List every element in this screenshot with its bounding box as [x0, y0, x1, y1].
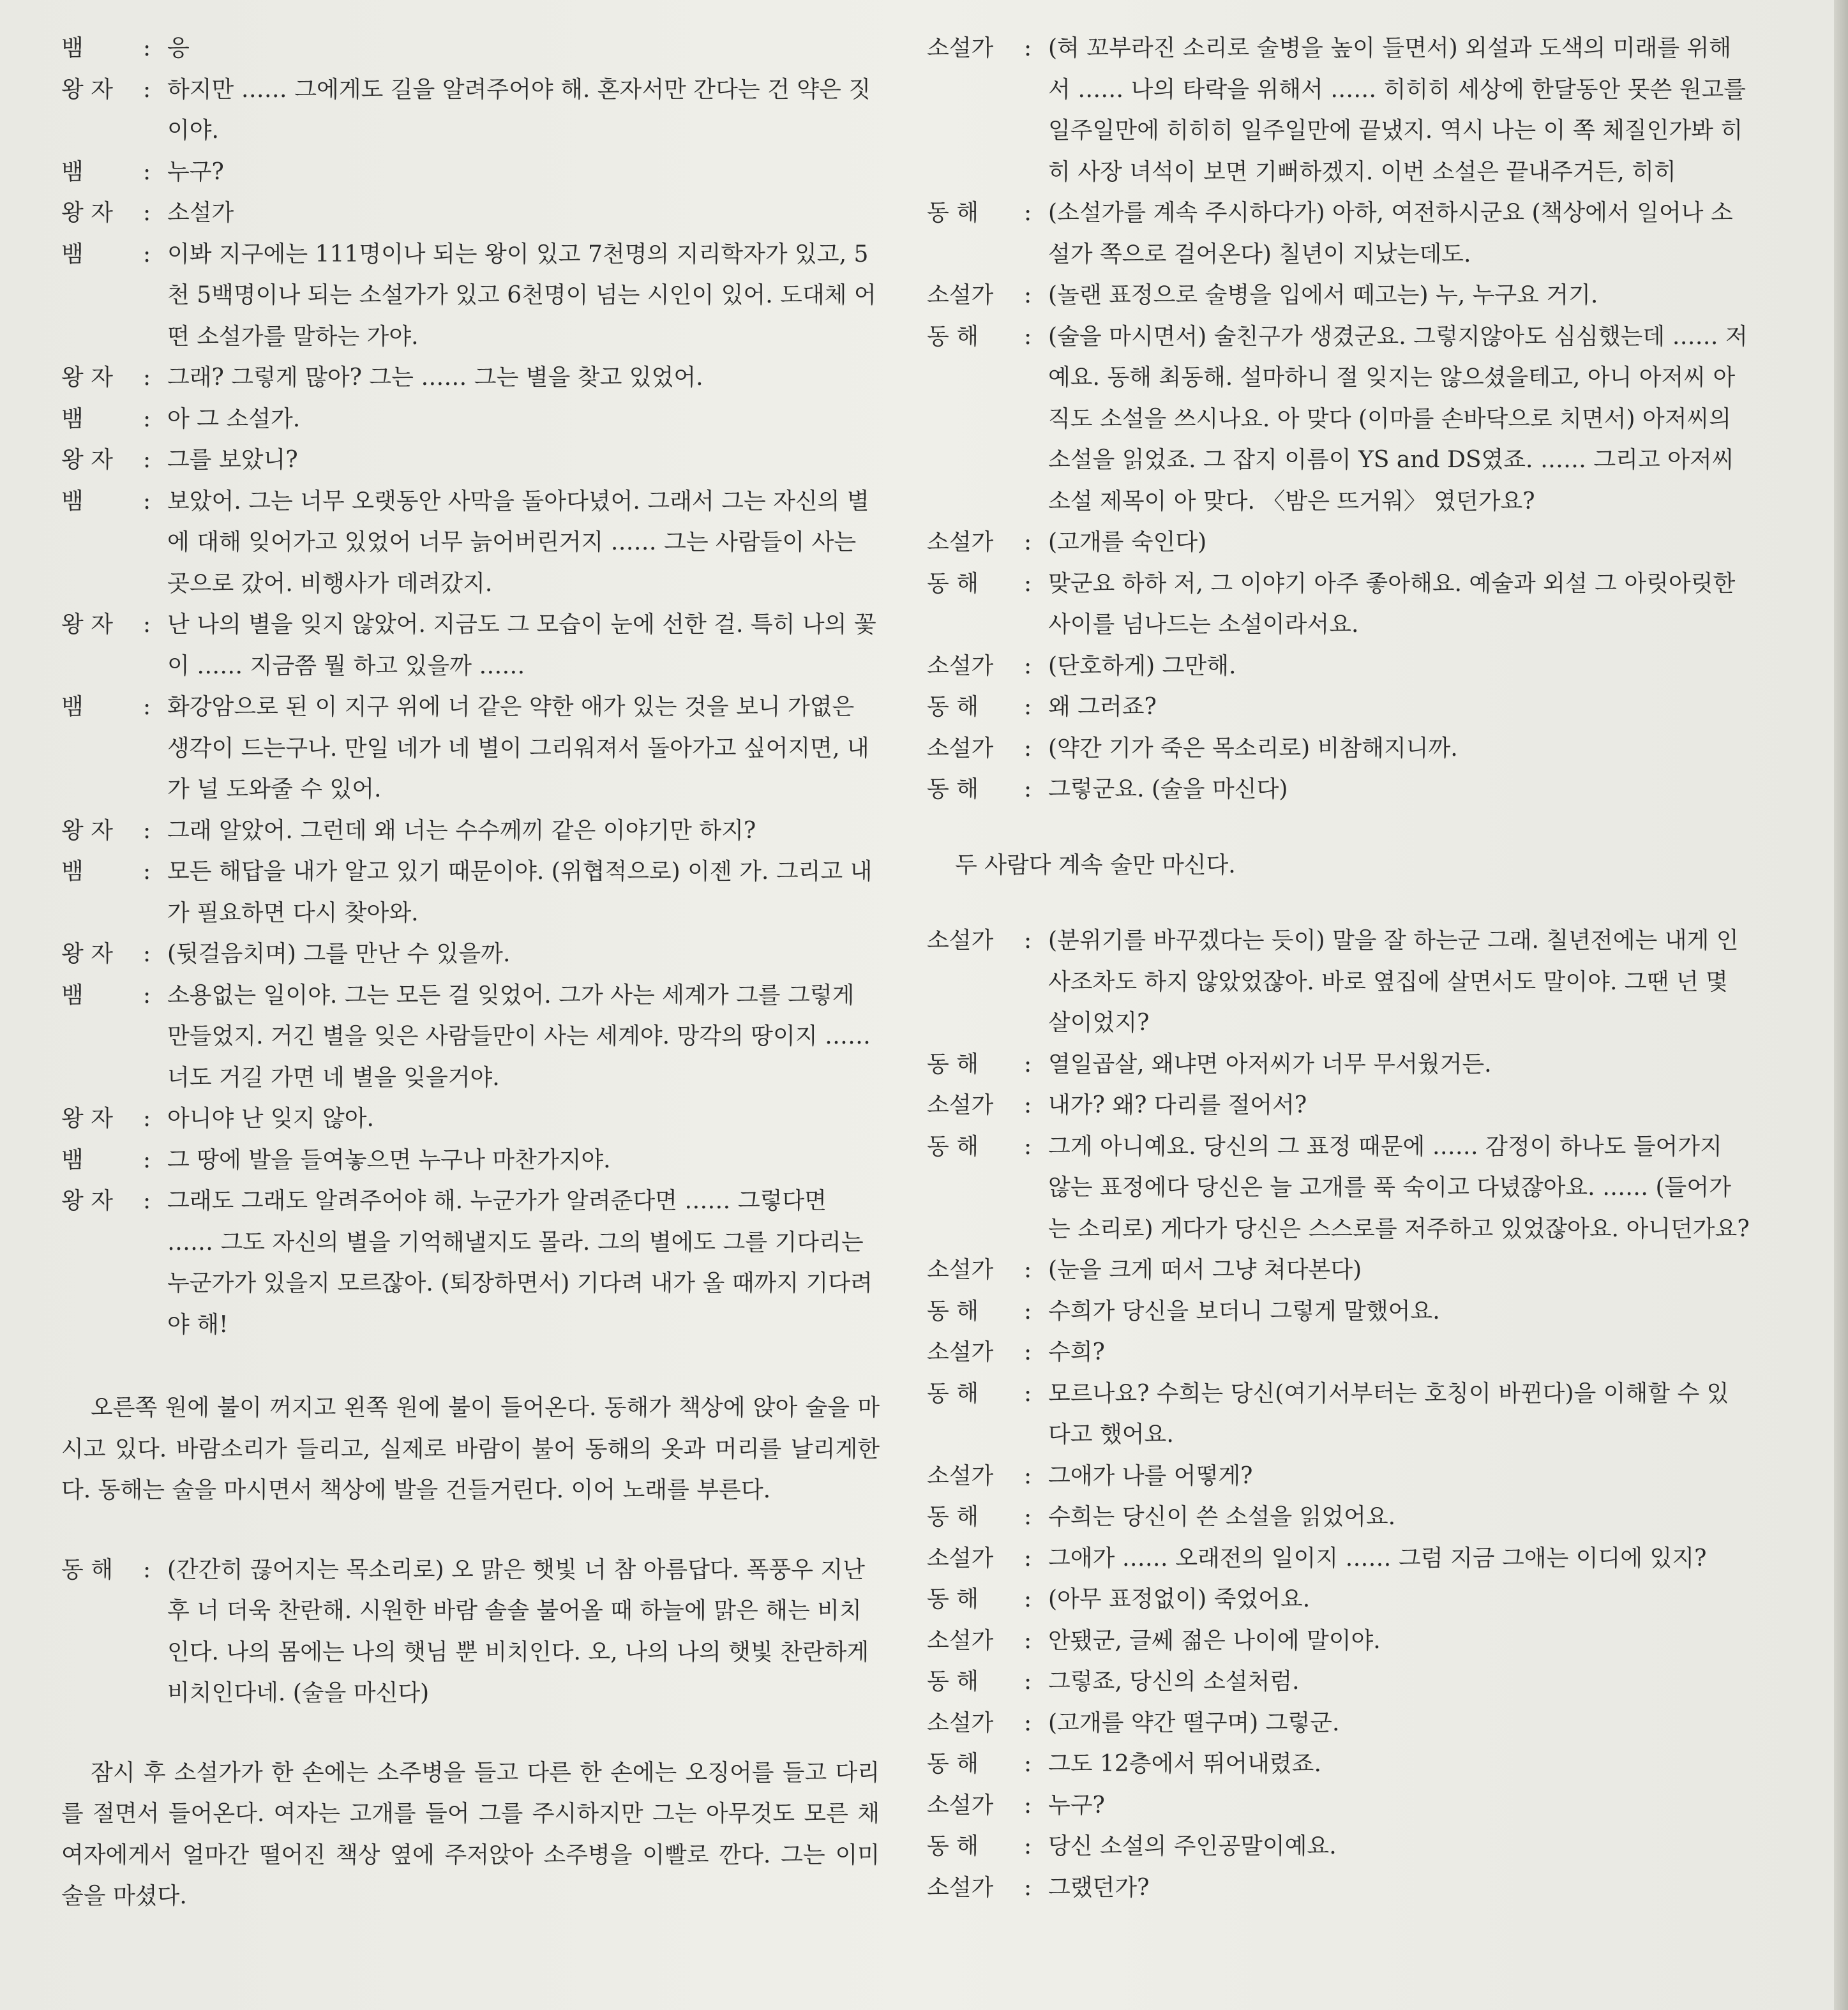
- speaker-separator: :: [1024, 1462, 1032, 1489]
- dialogue-line: [927, 564, 1750, 646]
- speaker-separator: :: [1024, 1792, 1032, 1819]
- dialogue-block: [927, 920, 1750, 1909]
- dialogue-line: [61, 28, 880, 70]
- dialogue-text: (아무 표정없이) 죽었어요.: [1048, 1586, 1311, 1612]
- dialogue-text: (눈을 크게 떠서 그냥 쳐다본다): [1048, 1257, 1362, 1283]
- dialogue-line: [61, 234, 880, 358]
- speaker-separator: :: [143, 694, 151, 720]
- speaker-name: 동 해: [927, 1586, 979, 1612]
- dialogue-text: 보았어. 그는 너무 오랫동안 사막을 돌아다녔어. 그래서 그는 자신의 별에 대해 잊어가고 있었어 너무 늙어버린거지 …… 그는 사람들이 사는 곳으로 갔어. 비행사가 데려갔지.: [167, 488, 869, 597]
- speaker-name: 동 해: [927, 1504, 979, 1530]
- dialogue-line: [61, 399, 880, 440]
- dialogue-text: 수희는 당신이 쓴 소설을 읽었어요.: [1048, 1504, 1396, 1530]
- dialogue-text: 왜 그러죠?: [1048, 694, 1157, 720]
- dialogue-line: [927, 1332, 1750, 1374]
- speaker-separator: :: [143, 35, 151, 61]
- speaker-separator: :: [1024, 1504, 1032, 1530]
- speaker-separator: :: [143, 1556, 151, 1583]
- speaker-separator: :: [1024, 1669, 1032, 1695]
- dialogue-line: [927, 1785, 1750, 1827]
- speaker-name: 왕 자: [61, 200, 113, 226]
- dialogue-line: [927, 1538, 1750, 1580]
- speaker-separator: :: [1024, 529, 1032, 555]
- dialogue-line: [927, 646, 1750, 687]
- speaker-separator: :: [143, 200, 151, 226]
- speaker-separator: :: [143, 982, 151, 1009]
- speaker-name: 소설가: [927, 1257, 994, 1283]
- speaker-name: 소설가: [927, 1874, 994, 1901]
- speaker-name: 소설가: [927, 1792, 994, 1819]
- dialogue-text: 아니야 난 잊지 않아.: [167, 1106, 374, 1132]
- dialogue-line: [61, 481, 880, 605]
- dialogue-block: [61, 1550, 880, 1714]
- speaker-name: 뱀: [61, 694, 84, 720]
- dialogue-text: 맞군요 하하 저, 그 이야기 아주 좋아해요. 예술과 외설 그 아릿아릿한 사이를 넘나드는 소설이라서요.: [1048, 570, 1736, 638]
- speaker-name: 소설가: [927, 652, 994, 679]
- speaker-name: 왕 자: [61, 611, 113, 638]
- speaker-separator: :: [1024, 1627, 1032, 1654]
- dialogue-line: [61, 440, 880, 481]
- speaker-name: 소설가: [927, 1092, 994, 1118]
- dialogue-line: [927, 1826, 1750, 1868]
- dialogue-line: [927, 1868, 1750, 1909]
- speaker-name: 소설가: [927, 1709, 994, 1736]
- speaker-name: 소설가: [927, 927, 994, 954]
- dialogue-text: 당신 소설의 주인공말이예요.: [1048, 1833, 1337, 1859]
- dialogue-text: 하지만 …… 그에게도 길을 알려주어야 해. 혼자서만 간다는 건 약은 짓이야.: [167, 76, 871, 144]
- dialogue-text: 수희?: [1048, 1339, 1105, 1365]
- dialogue-line: [927, 769, 1750, 811]
- dialogue-line: [927, 920, 1750, 1044]
- dialogue-line: [927, 1085, 1750, 1127]
- speaker-name: 뱀: [61, 241, 84, 267]
- speaker-separator: :: [143, 447, 151, 473]
- speaker-name: 동 해: [927, 200, 979, 226]
- dialogue-text: 안됐군, 글쎄 젊은 나이에 말이야.: [1048, 1627, 1381, 1654]
- dialogue-text: 화강암으로 된 이 지구 위에 너 같은 약한 애가 있는 것을 보니 가엾은 생각이 드는구나. 만일 네가 네 별이 그리워져서 돌아가고 싶어지면, 내가 널 도와줄 수 있어.: [167, 694, 869, 802]
- dialogue-text: 그랬던가?: [1048, 1874, 1150, 1901]
- dialogue-line: [927, 1661, 1750, 1703]
- speaker-separator: :: [143, 1188, 151, 1214]
- dialogue-line: [927, 1127, 1750, 1250]
- speaker-separator: :: [1024, 1380, 1032, 1407]
- speaker-name: 왕 자: [61, 76, 113, 103]
- speaker-name: 뱀: [61, 35, 84, 61]
- dialogue-text: 그렇군요. (술을 마신다): [1048, 776, 1288, 802]
- speaker-separator: :: [1024, 652, 1032, 679]
- speaker-name: 동 해: [927, 1833, 979, 1859]
- speaker-name: 소설가: [927, 1545, 994, 1571]
- dialogue-text: (혀 꼬부라진 소리로 술병을 높이 들면서) 외설과 도색의 미래를 위해서 …… 나의 타락을 위해서 …… 히히히 세상에 한달동안 못쓴 원고를 일주일만에 히히히 일주일만에 끝냈지. 역시 나는 이 쪽 체질인가봐 히히 사장 녀석이 보면 기뻐하겠지. 이번 소설은 끝내주거든, 히히: [1048, 35, 1747, 185]
- dialogue-line: [61, 1181, 880, 1346]
- dialogue-line: [61, 975, 880, 1099]
- page-edge: [1834, 0, 1848, 2010]
- dialogue-line: [927, 1497, 1750, 1538]
- speaker-name: 동 해: [927, 1051, 979, 1077]
- speaker-name: 소설가: [927, 1462, 994, 1489]
- speaker-separator: :: [1024, 1298, 1032, 1324]
- dialogue-line: [927, 1044, 1750, 1086]
- dialogue-line: [927, 275, 1750, 317]
- dialogue-text: 모르나요? 수희는 당신(여기서부터는 호칭이 바뀐다)을 이해할 수 있다고 했어요.: [1048, 1380, 1729, 1448]
- speaker-separator: :: [1024, 1545, 1032, 1571]
- speaker-separator: :: [1024, 1051, 1032, 1077]
- speaker-separator: :: [143, 364, 151, 391]
- dialogue-text: 모든 해답을 내가 알고 있기 때문이야. (위협적으로) 이젠 가. 그리고 내가 필요하면 다시 찾아와.: [167, 859, 873, 926]
- speaker-separator: :: [1024, 1874, 1032, 1901]
- dialogue-text: (분위기를 바꾸겠다는 듯이) 말을 잘 하는군 그래. 칠년전에는 내게 인사조차도 하지 않았었잖아. 바로 옆집에 살면서도 말이야. 그땐 넌 몇 살이었지?: [1048, 927, 1739, 1036]
- speaker-name: 소설가: [927, 35, 994, 61]
- right-column: [927, 28, 1750, 1909]
- dialogue-text: 이봐 지구에는 111명이나 되는 왕이 있고 7천명의 지리학자가 있고, 5천 5백명이나 되는 소설가가 있고 6천명이 넘는 시인이 있어. 도대체 어떤 소설가를 말하는 가야.: [167, 241, 876, 350]
- dialogue-line: [61, 193, 880, 234]
- dialogue-line: [61, 934, 880, 975]
- dialogue-line: [61, 604, 880, 687]
- speaker-separator: :: [143, 1146, 151, 1173]
- speaker-name: 동 해: [927, 776, 979, 802]
- speaker-name: 왕 자: [61, 447, 113, 473]
- dialogue-line: [61, 811, 880, 852]
- dialogue-text: 그 땅에 발을 들여놓으면 누구나 마찬가지야.: [167, 1146, 611, 1173]
- speaker-name: 소설가: [927, 1627, 994, 1654]
- speaker-name: 동 해: [927, 1669, 979, 1695]
- dialogue-line: [927, 687, 1750, 728]
- dialogue-text: 열일곱살, 왜냐면 아저씨가 너무 무서웠거든.: [1048, 1051, 1492, 1077]
- dialogue-line: [61, 851, 880, 934]
- dialogue-text: 누구?: [1048, 1792, 1105, 1819]
- dialogue-line: [927, 317, 1750, 523]
- speaker-name: 왕 자: [61, 941, 113, 967]
- dialogue-line: [927, 1744, 1750, 1785]
- dialogue-text: (고개를 약간 떨구며) 그렇군.: [1048, 1709, 1340, 1736]
- dialogue-line: [927, 1374, 1750, 1456]
- speaker-name: 뱀: [61, 1146, 84, 1173]
- dialogue-text: (뒷걸음치며) 그를 만난 수 있을까.: [167, 941, 511, 967]
- dialogue-text: 수희가 당신을 보더니 그렇게 말했어요.: [1048, 1298, 1440, 1324]
- speaker-name: 소설가: [927, 529, 994, 555]
- speaker-separator: :: [1024, 1257, 1032, 1283]
- dialogue-line: [927, 728, 1750, 770]
- dialogue-text: (약간 기가 죽은 목소리로) 비참해지니까.: [1048, 735, 1458, 761]
- dialogue-line: [61, 1550, 880, 1714]
- speaker-name: 뱀: [61, 405, 84, 432]
- dialogue-text: 그애가 …… 오래전의 일이지 …… 그럼 지금 그애는 이디에 있지?: [1048, 1545, 1707, 1571]
- speaker-separator: :: [143, 941, 151, 967]
- dialogue-line: [61, 1140, 880, 1181]
- dialogue-line: [927, 1703, 1750, 1744]
- dialogue-text: 그애가 나를 어떻게?: [1048, 1462, 1253, 1489]
- speaker-name: 뱀: [61, 982, 84, 1009]
- speaker-separator: :: [1024, 1586, 1032, 1612]
- dialogue-line: [61, 70, 880, 152]
- speaker-name: 왕 자: [61, 817, 113, 844]
- speaker-separator: :: [1024, 776, 1032, 802]
- speaker-separator: :: [1024, 323, 1032, 350]
- dialogue-text: 소설가: [167, 200, 234, 226]
- dialogue-line: [927, 1621, 1750, 1662]
- speaker-name: 왕 자: [61, 364, 113, 391]
- speaker-name: 동 해: [927, 323, 979, 350]
- dialogue-block: [61, 28, 880, 1346]
- speaker-name: 소설가: [927, 1339, 994, 1365]
- speaker-name: 동 해: [927, 1298, 979, 1324]
- dialogue-text: 그렇죠, 당신의 소설처럼.: [1048, 1669, 1300, 1695]
- speaker-name: 소설가: [927, 282, 994, 308]
- dialogue-text: (술을 마시면서) 술친구가 생겼군요. 그렇지않아도 심심했는데 …… 저예요. 동해 최동해. 설마하니 절 잊지는 않으셨을테고, 아니 아저씨 아직도 소설을 쓰시나요. 아 맞다 (이마를 손바닥으로 치면서) 아저씨의 소설을 읽었죠. 그 잡지 이름이 YS and DS였죠. …… 그리고 아저씨 소설 제목이 아 맞다. 〈밤은 뜨거워〉 였던가요?: [1048, 323, 1748, 514]
- dialogue-line: [927, 1456, 1750, 1497]
- speaker-separator: :: [1024, 1751, 1032, 1777]
- speaker-separator: :: [1024, 570, 1032, 597]
- speaker-separator: :: [1024, 200, 1032, 226]
- dialogue-text: 그를 보았니?: [167, 447, 298, 473]
- dialogue-text: 내가? 왜? 다리를 절어서?: [1048, 1092, 1307, 1118]
- stage-direction: 오른쪽 원에 불이 꺼지고 왼쪽 원에 불이 들어온다. 동해가 책상에 앉아 술을 마시고 있다. 바람소리가 들리고, 실제로 바람이 불어 동해의 옷과 머리를 날리게한다. 동해는 술을 마시면서 책상에 발을 건들거린다. 이어 노래를 부른다.: [61, 1395, 880, 1503]
- dialogue-block: [927, 28, 1750, 811]
- speaker-separator: :: [143, 611, 151, 638]
- dialogue-line: [927, 193, 1750, 275]
- stage-direction: 잠시 후 소설가가 한 손에는 소주병을 들고 다른 한 손에는 오징어를 들고 다리를 절면서 들어온다. 여자는 고개를 들어 그를 주시하지만 그는 아무것도 모른 채 여자에게서 얼마간 떨어진 책상 옆에 주저앉아 소주병을 이빨로 깐다. 그는 이미 술을 마셨다.: [61, 1759, 880, 1909]
- dialogue-text: 소용없는 일이야. 그는 모든 걸 잊었어. 그가 사는 세계가 그를 그렇게 만들었지. 거긴 별을 잊은 사람들만이 사는 세계야. 망각의 땅이지 …… 너도 거길 가면 네 별을 잊을거야.: [167, 982, 871, 1091]
- dialogue-line: [61, 1099, 880, 1140]
- dialogue-text: 아 그 소설가.: [167, 405, 301, 432]
- speaker-separator: :: [143, 405, 151, 432]
- speaker-separator: :: [1024, 1709, 1032, 1736]
- speaker-separator: :: [1024, 1092, 1032, 1118]
- dialogue-line: [927, 1579, 1750, 1621]
- speaker-name: 동 해: [927, 1380, 979, 1407]
- speaker-separator: :: [143, 488, 151, 514]
- speaker-separator: :: [1024, 282, 1032, 308]
- speaker-name: 왕 자: [61, 1188, 113, 1214]
- dialogue-line: [61, 687, 880, 811]
- dialogue-line: [927, 1250, 1750, 1291]
- speaker-name: 뱀: [61, 859, 84, 885]
- dialogue-line: [61, 357, 880, 399]
- dialogue-line: [927, 28, 1750, 193]
- dialogue-text: (놀랜 표정으로 술병을 입에서 떼고는) 누, 누구요 거기.: [1048, 282, 1598, 308]
- dialogue-text: 난 나의 별을 잊지 않았어. 지금도 그 모습이 눈에 선한 걸. 특히 나의 꽃이 …… 지금쯤 뭘 하고 있을까 ……: [167, 611, 876, 679]
- speaker-separator: :: [143, 76, 151, 103]
- dialogue-text: (간간히 끊어지는 목소리로) 오 맑은 햇빛 너 참 아름답다. 폭풍우 지난후 너 더욱 찬란해. 시원한 바람 솔솔 불어올 때 하늘에 맑은 해는 비치인다. 나의 몸에는 나의 햇님 뿐 비치인다. 오, 나의 나의 햇빛 찬란하게 비치인다네. (술을 마신다): [167, 1556, 869, 1706]
- dialogue-text: 응: [167, 35, 190, 61]
- speaker-separator: :: [1024, 694, 1032, 720]
- speaker-name: 뱀: [61, 158, 84, 185]
- speaker-name: 동 해: [927, 570, 979, 597]
- speaker-name: 동 해: [927, 694, 979, 720]
- speaker-separator: :: [1024, 927, 1032, 954]
- speaker-name: 뱀: [61, 488, 84, 514]
- dialogue-text: 그래도 그래도 알려주어야 해. 누군가가 알려준다면 …… 그렇다면 …… 그도 자신의 별을 기억해낼지도 몰라. 그의 별에도 그를 기다리는 누군가가 있을지 모르잖아. (퇴장하면서) 기다려 내가 올 때까지 기다려야 해!: [167, 1188, 873, 1338]
- left-column: [61, 28, 880, 1917]
- dialogue-text: 그도 12층에서 뛰어내렸죠.: [1048, 1751, 1321, 1777]
- speaker-separator: :: [1024, 1339, 1032, 1365]
- stage-direction: 두 사람다 계속 술만 마신다.: [955, 851, 1236, 878]
- dialogue-line: [927, 522, 1750, 564]
- dialogue-text: (소설가를 계속 주시하다가) 아하, 여전하시군요 (책상에서 일어나 소설가 쪽으로 걸어온다) 칠년이 지났는데도.: [1048, 200, 1733, 267]
- speaker-separator: :: [1024, 35, 1032, 61]
- dialogue-text: 그래? 그렇게 많아? 그는 …… 그는 별을 찾고 있었어.: [167, 364, 703, 391]
- dialogue-text: 그래 알았어. 그런데 왜 너는 수수께끼 같은 이야기만 하지?: [167, 817, 756, 844]
- speaker-name: 왕 자: [61, 1106, 113, 1132]
- speaker-separator: :: [1024, 735, 1032, 761]
- speaker-name: 소설가: [927, 735, 994, 761]
- dialogue-line: [61, 152, 880, 193]
- speaker-separator: :: [143, 158, 151, 185]
- speaker-separator: :: [1024, 1833, 1032, 1859]
- speaker-name: 동 해: [927, 1133, 979, 1160]
- speaker-name: 동 해: [61, 1556, 113, 1583]
- dialogue-text: (단호하게) 그만해.: [1048, 652, 1236, 679]
- speaker-separator: :: [143, 859, 151, 885]
- speaker-name: 동 해: [927, 1751, 979, 1777]
- dialogue-text: 누구?: [167, 158, 224, 185]
- dialogue-line: [927, 1291, 1750, 1333]
- speaker-separator: :: [143, 241, 151, 267]
- dialogue-text: (고개를 숙인다): [1048, 529, 1207, 555]
- speaker-separator: :: [143, 1106, 151, 1132]
- dialogue-text: 그게 아니예요. 당신의 그 표정 때문에 …… 감정이 하나도 들어가지 않는 표정에다 당신은 늘 고개를 푹 숙이고 다녔잖아요. …… (들어가는 소리로) 게다가 당신은 스스로를 저주하고 있었잖아요. 아니던가요?: [1048, 1133, 1750, 1242]
- speaker-separator: :: [143, 817, 151, 844]
- speaker-separator: :: [1024, 1133, 1032, 1160]
